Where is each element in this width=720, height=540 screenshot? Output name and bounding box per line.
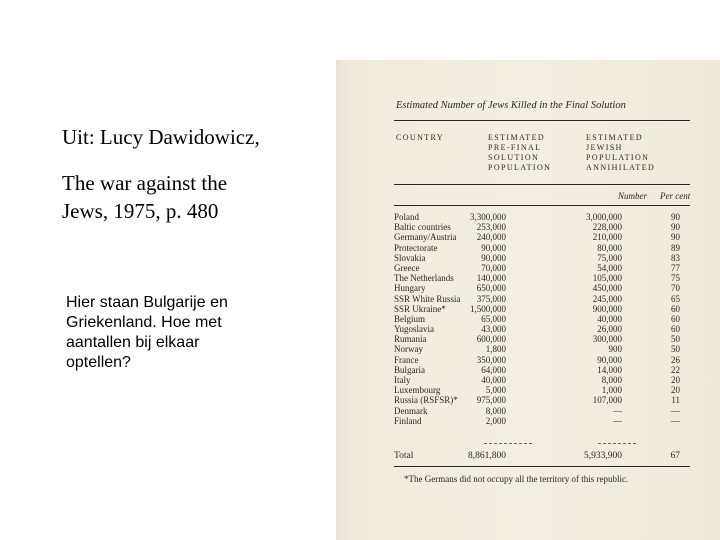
country-cell: Baltic countries bbox=[394, 222, 451, 233]
number-annihilated-cell: 8,000 bbox=[601, 375, 622, 385]
top-rule bbox=[394, 120, 690, 121]
number-annihilated-cell: 105,000 bbox=[592, 273, 622, 284]
country-cell: France bbox=[394, 354, 419, 365]
population-cell: 2,000 bbox=[485, 415, 506, 426]
number-annihilated-cell: 900 bbox=[608, 344, 622, 355]
number-annihilated-cell: — bbox=[613, 415, 622, 426]
table-row bbox=[394, 243, 694, 253]
percent-cell: 60 bbox=[671, 303, 680, 314]
country-cell: Denmark bbox=[394, 405, 428, 416]
header-pre-final-line-4: POPULATION bbox=[488, 163, 552, 172]
population-cell: 375,000 bbox=[476, 293, 506, 304]
source-line: Uit: Lucy Dawidowicz, bbox=[62, 125, 260, 149]
number-annihilated-cell: 80,000 bbox=[597, 242, 622, 253]
table-row bbox=[394, 263, 694, 273]
header-country: COUNTRY bbox=[396, 133, 445, 142]
table-title: Estimated Number of Jews Killed in the Final Solution bbox=[396, 100, 626, 111]
percent-cell: 90 bbox=[671, 212, 680, 222]
population-cell: 65,000 bbox=[481, 313, 506, 324]
header-pre-final-line-2: PRE-FINAL bbox=[488, 143, 542, 152]
table-row bbox=[394, 232, 694, 242]
percent-cell: — bbox=[671, 405, 680, 416]
table-row bbox=[394, 304, 694, 314]
percent-cell: 90 bbox=[671, 222, 680, 233]
header-pre-final-line-1: ESTIMATED bbox=[488, 133, 546, 142]
population-cell: 1,800 bbox=[485, 344, 506, 355]
subheader-percent: Per cent bbox=[660, 191, 691, 201]
percent-cell: — bbox=[671, 415, 680, 426]
table-row bbox=[394, 375, 694, 385]
number-annihilated-cell: 26,000 bbox=[597, 324, 622, 335]
percent-cell: 20 bbox=[671, 375, 680, 385]
table-row bbox=[394, 283, 694, 293]
number-annihilated-cell: 228,000 bbox=[592, 222, 622, 233]
sum-line-number bbox=[598, 443, 636, 444]
percent-cell: 50 bbox=[671, 344, 680, 355]
header-pre-final-line-3: SOLUTION bbox=[488, 153, 540, 162]
country-cell: Germany/Austria bbox=[394, 232, 457, 243]
country-cell: Yugoslavia bbox=[394, 324, 434, 335]
country-cell: Slovakia bbox=[394, 252, 426, 263]
question-note: Hier staan Bulgarije en Griekenland. Hoe met aantallen bij elkaar optellen? bbox=[66, 294, 228, 371]
table-row bbox=[394, 365, 694, 375]
number-annihilated-cell: 900,000 bbox=[592, 303, 622, 314]
caption bbox=[62, 123, 332, 225]
table-row bbox=[394, 212, 694, 222]
country-cell: The Netherlands bbox=[394, 273, 454, 284]
subheader-rule bbox=[394, 205, 690, 206]
sum-line-population bbox=[484, 443, 532, 444]
country-cell: SSR White Russia bbox=[394, 293, 461, 304]
number-annihilated-cell: 54,000 bbox=[597, 262, 622, 273]
country-cell: Greece bbox=[394, 262, 420, 273]
subheader-number: Number bbox=[618, 191, 647, 201]
bottom-rule bbox=[394, 466, 690, 467]
population-cell: 600,000 bbox=[476, 334, 506, 345]
country-cell: Russia (RSFSR)* bbox=[394, 395, 458, 406]
population-cell: 64,000 bbox=[481, 364, 506, 375]
number-annihilated-cell: 40,000 bbox=[597, 313, 622, 324]
percent-cell: 60 bbox=[671, 313, 680, 324]
header-annihilated-line-3: POPULATION bbox=[586, 153, 650, 162]
country-cell: Finland bbox=[394, 415, 422, 426]
population-cell: 5,000 bbox=[485, 385, 506, 396]
header-annihilated bbox=[586, 133, 655, 173]
number-annihilated-cell: 300,000 bbox=[592, 334, 622, 345]
footnote: *The Germans did not occupy all the territory of this republic. bbox=[404, 474, 629, 484]
percent-cell: 26 bbox=[671, 354, 680, 365]
country-cell: Belgium bbox=[394, 313, 425, 324]
total-row bbox=[394, 450, 694, 462]
total-label: Total bbox=[394, 451, 414, 461]
population-cell: 240,000 bbox=[476, 232, 506, 243]
number-annihilated-cell: 245,000 bbox=[592, 293, 622, 304]
country-cell: Italy bbox=[394, 375, 411, 385]
percent-cell: 77 bbox=[671, 262, 680, 273]
table-row bbox=[394, 273, 694, 283]
population-cell: 1,500,000 bbox=[470, 303, 506, 314]
table-row bbox=[394, 416, 694, 426]
percent-cell: 75 bbox=[671, 273, 680, 284]
table-row bbox=[394, 324, 694, 334]
population-cell: 70,000 bbox=[481, 262, 506, 273]
country-cell: Rumania bbox=[394, 334, 427, 345]
country-cell: Luxembourg bbox=[394, 385, 441, 396]
number-annihilated-cell: 450,000 bbox=[592, 283, 622, 294]
population-cell: 975,000 bbox=[476, 395, 506, 406]
table-row bbox=[394, 355, 694, 365]
number-annihilated-cell: 210,000 bbox=[592, 232, 622, 243]
number-annihilated-cell: 3,000,000 bbox=[586, 212, 622, 222]
book-title-line-2: Jews, 1975, p. 480 bbox=[62, 199, 219, 223]
header-annihilated-line-2: JEWISH bbox=[586, 143, 623, 152]
population-cell: 253,000 bbox=[476, 222, 506, 233]
country-cell: Poland bbox=[394, 212, 420, 222]
population-cell: 8,000 bbox=[485, 405, 506, 416]
total-percent: 67 bbox=[670, 451, 680, 461]
population-cell: 3,300,000 bbox=[470, 212, 506, 222]
number-annihilated-cell: 1,000 bbox=[601, 385, 622, 396]
country-cell: SSR Ukraine* bbox=[394, 303, 446, 314]
percent-cell: 83 bbox=[671, 252, 680, 263]
population-cell: 140,000 bbox=[476, 273, 506, 284]
country-cell: Bulgaria bbox=[394, 364, 425, 375]
table-row bbox=[394, 253, 694, 263]
population-cell: 350,000 bbox=[476, 354, 506, 365]
country-cell: Hungary bbox=[394, 283, 426, 294]
number-annihilated-cell: — bbox=[613, 405, 622, 416]
percent-cell: 89 bbox=[671, 242, 680, 253]
number-annihilated-cell: 14,000 bbox=[597, 364, 622, 375]
table-row bbox=[394, 385, 694, 395]
table-row bbox=[394, 344, 694, 354]
header-annihilated-line-1: ESTIMATED bbox=[586, 133, 644, 142]
percent-cell: 90 bbox=[671, 232, 680, 243]
population-cell: 90,000 bbox=[481, 242, 506, 253]
total-number: 5,933,900 bbox=[584, 451, 622, 461]
population-cell: 43,000 bbox=[481, 324, 506, 335]
scanned-table-image bbox=[336, 60, 720, 540]
table-row bbox=[394, 406, 694, 416]
header-rule bbox=[394, 184, 690, 185]
percent-cell: 50 bbox=[671, 334, 680, 345]
percent-cell: 65 bbox=[671, 293, 680, 304]
table-body bbox=[394, 212, 694, 426]
population-cell: 650,000 bbox=[476, 283, 506, 294]
number-annihilated-cell: 107,000 bbox=[592, 395, 622, 406]
percent-cell: 20 bbox=[671, 385, 680, 396]
header-annihilated-line-4: ANNIHILATED bbox=[586, 163, 656, 172]
total-population: 8,861,800 bbox=[468, 451, 506, 461]
percent-cell: 70 bbox=[671, 283, 680, 294]
header-pre-final-population bbox=[488, 133, 551, 173]
number-annihilated-cell: 90,000 bbox=[597, 354, 622, 365]
population-cell: 40,000 bbox=[481, 375, 506, 385]
table-row bbox=[394, 334, 694, 344]
population-cell: 90,000 bbox=[481, 252, 506, 263]
book-title-line-1: The war against the bbox=[62, 171, 228, 195]
percent-cell: 11 bbox=[671, 395, 680, 406]
percent-cell: 22 bbox=[671, 364, 680, 375]
country-cell: Norway bbox=[394, 344, 423, 355]
number-annihilated-cell: 75,000 bbox=[597, 252, 622, 263]
percent-cell: 60 bbox=[671, 324, 680, 335]
table-row bbox=[394, 314, 694, 324]
country-cell: Protectorate bbox=[394, 242, 438, 253]
table-row bbox=[394, 294, 694, 304]
table-row bbox=[394, 395, 694, 405]
table-row bbox=[394, 222, 694, 232]
